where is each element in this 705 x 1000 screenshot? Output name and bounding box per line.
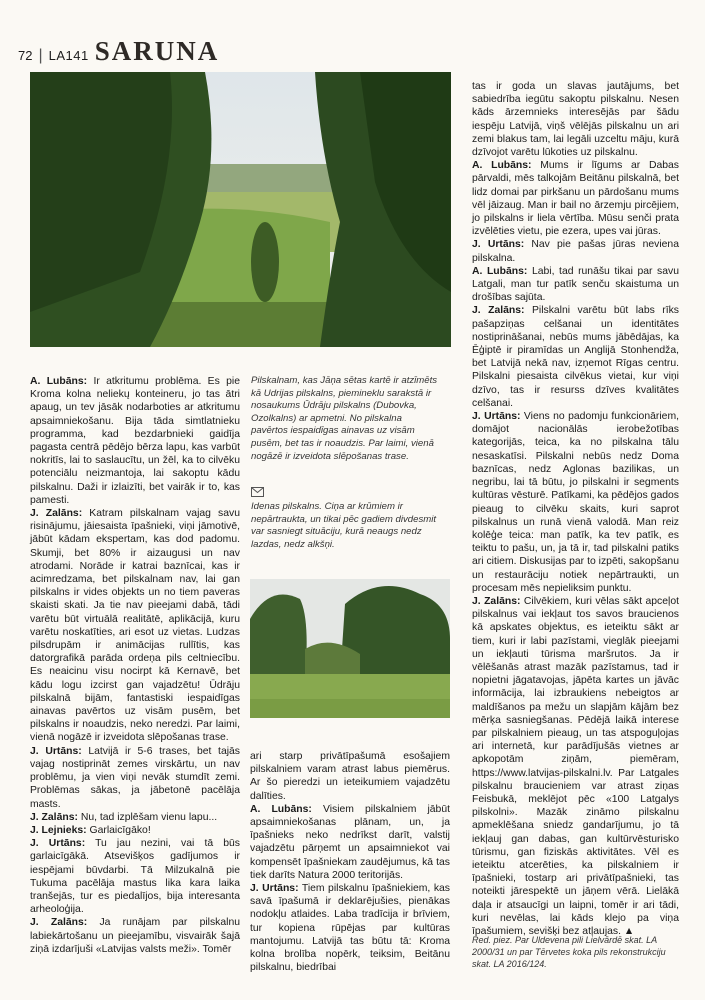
paragraph	[472, 80, 679, 159]
speaker-name: J. Urtāns:	[472, 239, 525, 251]
paragraph-text: Cilvēkiem, kuri vēlas sākt apceļot pilskalnus vai iekļaut tos savos braucienos kā apskates objektus, es ieteiktu sākt ar tiem, kuri ir labi pazīstami, vieglāk pieejami un iekļauti tūrisma maršrutos. Ja ir vēlēšanās atrast mazāk pazīstamus, tad ir nopietni jāgatavojas, jāpēta kartes un jāvāc informācija, lai izbraukiens nebeigtos ar maldīšanos pa mežu un slapjām kājām bez mērķa sasniegšanas. Pēdējā laikā interese par pilskalniem pieaug, un tas atspoguļojas ari internetā, kur parādījušās vietnes ar apkopotām ziņām, piemēram, https://www.latvijas-pilskalni.lv. Par Latgales pilskalnu braucieniem var atrast ziņas Feisbukā, meklējot pēc «100 Latgalys pilskolni». Mazāk zināmo pilskalnu apmeklēšana sniedz gandarījumu, jo tā iekļauj gan dabas, gan kultūrvēsturisko tūrismu, gan fiziskās aktivitātes. Vēl es ieteiktu atcerēties, ka pilskalniem ir īpašnieki, tostarp ari privātīpašnieki, tas noteikti jārespektē un jāņem vērā. Lielākā daļa ir atsaucīgi un laipni, tomēr ir ari tādi, kuri nevēlas, lai kāds klejo pa viņa īpašumiem, sevišķi bez atļaujas. ▲	[472, 595, 680, 937]
speaker-name: J. Urtāns:	[472, 411, 521, 423]
hillfort-photo	[250, 579, 450, 718]
paragraph-text: Garlaicīgāko!	[86, 824, 151, 836]
section-title: SARUNA	[94, 36, 220, 66]
photo-caption-1: Pilskalnam, kas Jāņa sētas kartē ir atzīmēts kā Udrijas pilskalns, piemineklu sarakstā ir nosaukums Ūdrāju pilskalns (Dubovka, Ozolkalns) ar apmetni. No pilskalna pavērtos iespaidīgas ainavas uz visām pusēm, bet tas ir noaudzis. Par laimi, vienā nogāzē ir izveidota slēpošanas trase.	[251, 375, 438, 462]
speaker-name: J. Urtāns:	[30, 838, 86, 850]
speaker-name: A. Lubāns:	[472, 265, 528, 277]
speaker-name: J. Lejnieks:	[30, 824, 87, 836]
paragraph	[250, 750, 450, 803]
paragraph-text: Ja runājam par pilskalnu labiekārtošanu un pieejamību, visvairāk šajā ziņā izdarījuši «Latvijas valsts meži». Tomēr	[30, 917, 240, 955]
paragraph	[250, 803, 450, 882]
paragraph	[30, 916, 240, 956]
paragraph-text: Nu, tad izplēšam vienu lapu...	[77, 811, 218, 823]
envelope-icon	[251, 484, 264, 494]
paragraph-text: ari starp privātīpašumā esošajiem pilskalniem varam atrast labus piemērus. Ar šo pieredzi un ieteikumiem vajadzētu dalīties.	[250, 751, 450, 802]
paragraph	[30, 745, 240, 811]
speaker-name: A. Lubāns:	[472, 160, 532, 172]
page-header	[18, 36, 219, 67]
issue-label: LA141	[48, 48, 89, 63]
paragraph	[30, 375, 240, 507]
speaker-name: J. Urtāns:	[250, 883, 299, 895]
speaker-name: J. Zalāns:	[30, 917, 88, 929]
editor-footnote: Red. piez. Par Uldevena pili Lielvārdē skat. LA 2000/31 un par Tērvetes koka pils rekonstrukciju skat. LA 2016/124.	[472, 935, 666, 969]
text-column-2	[250, 750, 450, 974]
speaker-name: J. Zalāns:	[30, 508, 83, 520]
paragraph-text: Mums ir līgums ar Dabas pārvaldi, mēs talkojām Beitānu pilskalnā, bet lidz domai par pirkšanu un pārdošanu mums vēl jāizaug. Man ir bail no ārzemju pircējiem, jo pilskalns ir liela vērtība. Mūsu senči prata izvēlēties vietu, pie ezera, upes vai jūras.	[472, 160, 679, 238]
paragraph	[472, 410, 679, 595]
speaker-name: J. Zalāns:	[30, 811, 78, 823]
paragraph-text: Viens no padomju funkcionāriem, domājot nacionālās ierobežotības kategorijās, teica, ka no pilskalna tālu nesaskatīsi. Pilskalni nebūs nedz Doma baznīcas, nedz Aglonas bazilikas, un negribu, lai tā būtu, jo pilskalni ir segments kultūras vēsturē. Patīkami, ka pēdējos gados pieaug to cilvēku skaits, kuri saprot pilskalnus un runā vienā valodā. Man reiz kolēģe teica: man patīk, ka tev patīk, es teiktu to pašu, un, ja tā ir, tad pilskalni patiks ari citiem. Diskusijas par to izpēti, sakopšanu un restaurāciju notiek nepārtraukti, un procesam mēs nepieliksim punktu.	[472, 411, 679, 594]
paragraph	[472, 265, 679, 305]
paragraph-text: tas ir goda un slavas jautājums, bet sabiedrība iegūtu sakoptu pilskalnu. Nesen kāds ārzemnieks interesējās par šādu iespēju Latvijā, viņš vēlējās pilskalnu un ari zemi blakus tam, lai legāli uzceltu māju, kurā dzīvojot varētu lūkoties uz pilskalnu.	[472, 81, 679, 159]
paragraph	[472, 159, 679, 238]
paragraph	[472, 304, 679, 410]
paragraph	[30, 507, 240, 745]
speaker-name: J. Zalāns:	[472, 595, 521, 607]
paragraph	[472, 238, 679, 264]
paragraph-text: Nav pie pašas jūras neviena pilskalna.	[472, 239, 679, 264]
speaker-name: A. Lubāns:	[250, 803, 312, 815]
photo-caption-2: Idenas pilskalns. Ciņa ar krūmiem ir nepārtraukta, un tikai pēc gadiem divdesmit var sasniegt situāciju, kurā neaugs nedz lazdas, nedz alkšņi.	[251, 501, 437, 550]
paragraph-text: Tiem pilskalnu īpašniekiem, kas savā īpašumā ir deklarējušies, pienākas nodokļu atlaides. Laba tradīcija ir brīviem, tur kopiena rūpējas par kultūras mantojumu. Latvijā tas būtu tā: Kroma kolna brolība nopērk, teiksim, Beitānu pilskalnu, biedrībai	[250, 883, 450, 974]
paragraph-text: Pilskalni varētu būt labs rīks pašapziņas celšanai un identitātes nostiprināšanai, nebūs mums jābēdājas, ka Ēģiptē ir piramīdas un Anglijā Stonhendža, bet Latvijā nekā nav, izņemot Rīgas centru. Pilskalni piesaista cilvēkus vietai, kur viņi dzīvo, tas ir resurss dzīves kvalitātes celšanai.	[472, 305, 679, 409]
paragraph	[30, 824, 240, 837]
main-photo	[30, 72, 451, 347]
speaker-name: J. Urtāns:	[30, 745, 82, 757]
paragraph	[30, 837, 240, 916]
paragraph-text: Tu jau nezini, vai tā būs garlaicīgākā. Atsevišķos gadījumos ir iespējami būvdarbi. Tā Milzukalnā pie Tukuma pacēlāja mastus lika kara laika tranšejās, tur es piedalījos, bija interesanta arheoloģija.	[30, 838, 240, 916]
paragraph	[472, 595, 679, 938]
text-column-1	[30, 375, 240, 956]
paragraph-text: Visiem pilskalniem jābūt apsaimniekošanas plānam, un, ja īpašnieks neko nedrīkst darīt, valstij vajadzētu pārņemt un apsaimniekot vai kompensēt īpašniekam zaudējumus, kā tas tiek darīts Natura 2000 teritorijās.	[250, 803, 451, 881]
paragraph-text: Katram pilskalnam vajag savu risinājumu, jāiesaista īpašnieki, viņi jāmotivē, jābūt kādam ekspertam, kas dod padomu. Skumji, bet 80% ir aizaugusi un nav atrodami. Norāde ir katrai baznīcai, kas ir acimredzama, bet pilskalnam nav, lai gan pilskalns ir vides objekts un no tiem paveras skaisti skati. Ja tie nav pieejami dabā, tādi varētu būt virtuālā realitātē, aplikācijā, kuru varētu noskatīties, ari esot uz vietas. Ludzas pilsdrupām ir animācijas rullītis, kas datorgrafikā parāda ordeņa pils celtniecību. Es neaicinu visu nocirpt kā Kernavē, bet kādu logu izcirst gan vajadzētu! Ūdrāju pilskalnā bijām, fantastiski iespaidīgas ainavas pavērtos uz visām pusēm, bet pilskalns ir noaudzis, neko neredzi. Par laimi, vienā nogāzē ir izveidota slēpošanas trase.	[30, 508, 240, 744]
paragraph-text: Labi, tad runāšu tikai par savu Latgali, man tur patīk senču skaistuma un drošības sajūta.	[472, 265, 679, 304]
page-number: 72	[18, 48, 33, 63]
paragraph	[30, 811, 240, 824]
paragraph-text: Ir atkritumu problēma. Es pie Kroma kolna neliekų konteineru, jo tas ātri apaug, un tev jāsāk nodarboties ar atkritumu apsaimniekošanu. Bija tāda simtlatnieku programma, kad bezdarbnieki gaidīja pagasta centrā pēdējo bērza lapu, kas varbūt nokritīs, lai to saslaucītu, un žēl, ka to cilvēku potenciālu neizmantoja, lai sakoptu kādu pilskalnu. Daži ir izlaizīti, bet vairāk ir to, kas pamesti.	[30, 376, 240, 506]
paragraph-text: Latvijā ir 5-6 trases, bet tajās vajag nostiprināt zemes virskārtu, un nav problēmu, ja vien viņi nevāk stumdīt zemi. Problēmas sākas, ja jābetonē pacēlāja masts.	[30, 745, 241, 810]
speaker-name: J. Zalāns:	[472, 305, 525, 317]
paragraph	[250, 882, 450, 974]
text-column-3	[472, 80, 679, 938]
header-separator: |	[38, 47, 43, 64]
speaker-name: A. Lubāns:	[30, 376, 88, 387]
